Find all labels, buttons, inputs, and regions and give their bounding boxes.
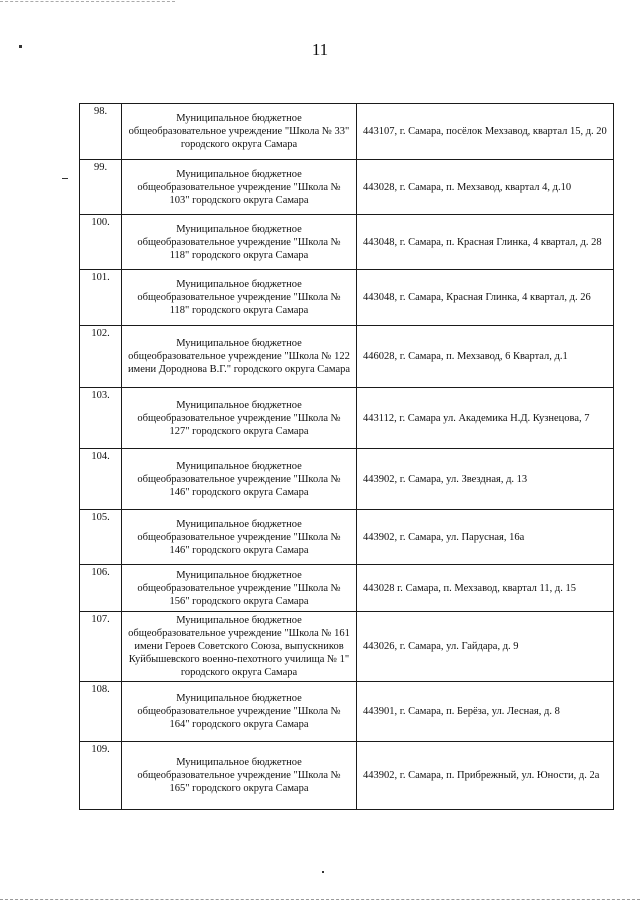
table-row xyxy=(80,682,614,742)
table-row xyxy=(80,612,614,682)
school-address: 443107, г. Самара, посёлок Мехзавод, квартал 15, д. 20 xyxy=(357,104,614,160)
row-number: 100. xyxy=(80,215,122,270)
school-address: 443901, г. Самара, п. Берёза, ул. Лесная, д. 8 xyxy=(357,682,614,742)
table-row xyxy=(80,742,614,810)
school-name: Муниципальное бюджетное общеобразовательное учреждение "Школа № 164" городского округа Самара xyxy=(122,682,357,742)
schools-table xyxy=(79,103,614,810)
school-name: Муниципальное бюджетное общеобразовательное учреждение "Школа № 118" городского округа Самара xyxy=(122,270,357,326)
school-address: 443902, г. Самара, ул. Звездная, д. 13 xyxy=(357,449,614,510)
school-address: 443112, г. Самара ул. Академика Н.Д. Кузнецова, 7 xyxy=(357,388,614,449)
page-number: 11 xyxy=(311,40,329,59)
school-address: 443028 г. Самара, п. Мехзавод, квартал 11, д. 15 xyxy=(357,565,614,612)
school-name: Муниципальное бюджетное общеобразовательное учреждение "Школа № 146" городского округа Самара xyxy=(122,449,357,510)
row-number: 104. xyxy=(80,449,122,510)
row-number: 99. xyxy=(80,160,122,215)
row-number: 107. xyxy=(80,612,122,682)
row-number: 106. xyxy=(80,565,122,612)
school-address: 443048, г. Самара, п. Красная Глинка, 4 квартал, д. 28 xyxy=(357,215,614,270)
school-address: 443902, г. Самара, ул. Парусная, 16а xyxy=(357,510,614,565)
scan-speck xyxy=(62,178,68,179)
school-name: Муниципальное бюджетное общеобразовательное учреждение "Школа № 122 имени Дороднова В.Г." городского округа Самара xyxy=(122,326,357,388)
table-row xyxy=(80,449,614,510)
school-address: 443048, г. Самара, Красная Глинка, 4 квартал, д. 26 xyxy=(357,270,614,326)
school-name: Муниципальное бюджетное общеобразовательное учреждение "Школа № 165" городского округа Самара xyxy=(122,742,357,810)
school-address: 446028, г. Самара, п. Мехзавод, 6 Квартал, д.1 xyxy=(357,326,614,388)
row-number: 103. xyxy=(80,388,122,449)
scan-speck xyxy=(322,871,324,873)
table-row xyxy=(80,104,614,160)
scan-bottom-edge xyxy=(0,899,640,901)
school-address: 443028, г. Самара, п. Мехзавод, квартал 4, д.10 xyxy=(357,160,614,215)
table-row xyxy=(80,160,614,215)
school-name: Муниципальное бюджетное общеобразовательное учреждение "Школа № 118" городского округа Самара xyxy=(122,215,357,270)
schools-table-body xyxy=(80,104,614,810)
school-name: Муниципальное бюджетное общеобразовательное учреждение "Школа № 161 имени Героев Советского Союза, выпускников Куйбышевского военно-пехотного училища № 1" городского округа Самара xyxy=(122,612,357,682)
scan-top-edge xyxy=(0,1,175,3)
school-name: Муниципальное бюджетное общеобразовательное учреждение "Школа № 146" городского округа Самара xyxy=(122,510,357,565)
row-number: 108. xyxy=(80,682,122,742)
table-row xyxy=(80,215,614,270)
row-number: 109. xyxy=(80,742,122,810)
table-row xyxy=(80,565,614,612)
table-row xyxy=(80,510,614,565)
row-number: 101. xyxy=(80,270,122,326)
row-number: 105. xyxy=(80,510,122,565)
school-name: Муниципальное бюджетное общеобразовательное учреждение "Школа № 127" городского округа Самара xyxy=(122,388,357,449)
school-address: 443026, г. Самара, ул. Гайдара, д. 9 xyxy=(357,612,614,682)
school-name: Муниципальное бюджетное общеобразовательное учреждение "Школа № 103" городского округа Самара xyxy=(122,160,357,215)
table-row xyxy=(80,388,614,449)
row-number: 102. xyxy=(80,326,122,388)
table-row xyxy=(80,270,614,326)
row-number: 98. xyxy=(80,104,122,160)
school-name: Муниципальное бюджетное общеобразовательное учреждение "Школа № 156" городского округа Самара xyxy=(122,565,357,612)
table-row xyxy=(80,326,614,388)
school-name: Муниципальное бюджетное общеобразовательное учреждение "Школа № 33" городского округа Самара xyxy=(122,104,357,160)
school-address: 443902, г. Самара, п. Прибрежный, ул. Юности, д. 2а xyxy=(357,742,614,810)
